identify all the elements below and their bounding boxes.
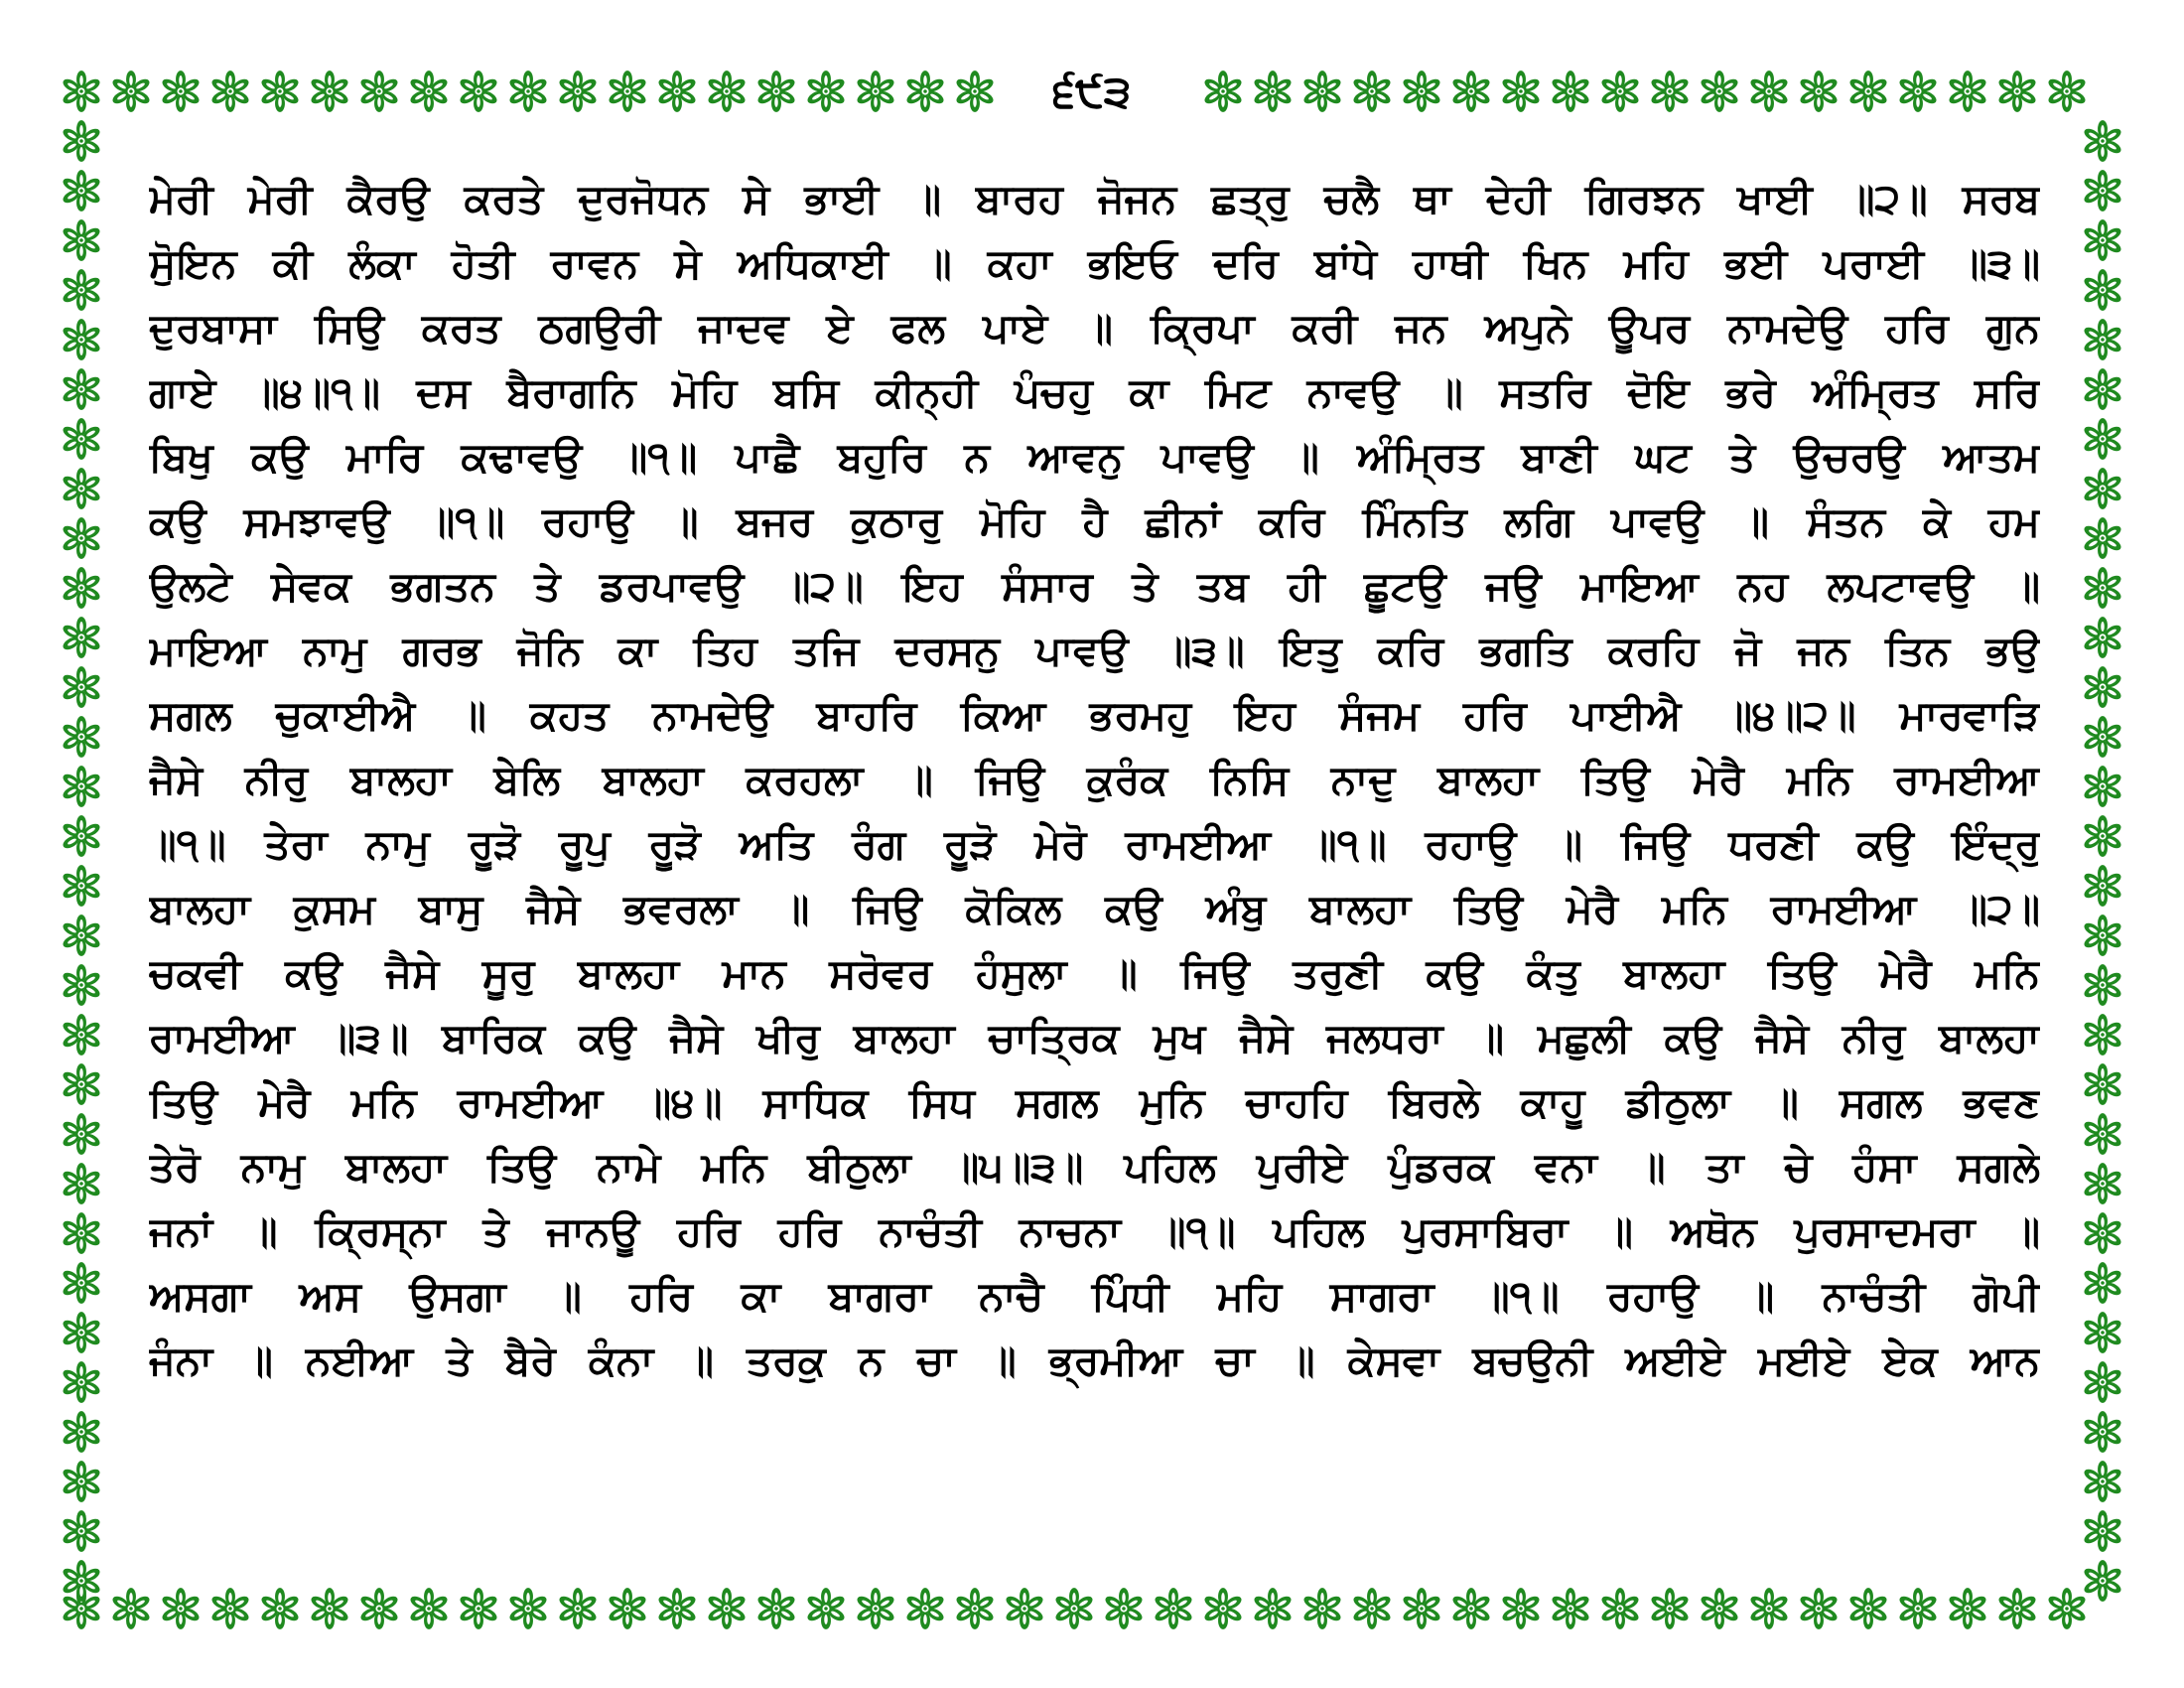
flower-icon <box>904 1588 945 1629</box>
flower-icon <box>855 70 895 112</box>
flower-icon <box>954 1588 995 1629</box>
flower-icon <box>557 1588 598 1629</box>
text-line: ਕਉ ਸਮਝਾਵਉ ॥੧॥ ਰਹਾਉ ॥ ਬਜਰ ਕੁਠਾਰੁ ਮੋਹਿ ਹੈ ਛੀਨਾਂ ਕਰਿ ਮਿੰਨਤਿ ਲਗਿ ਪਾਵਉ ॥ ਸੰਤਨ ਕੇ ਹਮ <box>149 497 2040 545</box>
flower-icon <box>904 70 945 112</box>
flower-icon <box>259 1588 300 1629</box>
text-line: ਉਲਟੇ ਸੇਵਕ ਭਗਤਨ ਤੇ ਡਰਪਾਵਉ ॥੨॥ ਇਹ ਸੰਸਾਰ ਤੇ ਤਬ ਹੀ ਛੂਟਉ ਜਉ ਮਾਇਆ ਨਹ ਲਪਟਾਵਉ ॥ <box>149 562 2040 610</box>
text-line: ਬਾਲਹਾ ਕੁਸਮ ਬਾਸੁ ਜੈਸੇ ਭਵਰਲਾ ॥ ਜਿਉ ਕੋਕਿਲ ਕਉ ਅੰਬੁ ਬਾਲਹਾ ਤਿਉ ਮੇਰੈ ਮਨਿ ਰਾਮਈਆ ॥੨॥ <box>149 885 2040 932</box>
flower-icon <box>1401 70 1441 112</box>
flower-icon <box>2082 120 2122 162</box>
text-line: ਮਾਇਆ ਨਾਮੁ ਗਰਭ ਜੋਨਿ ਕਾ ਤਿਹ ਤਜਿ ਦਰਸਨੁ ਪਾਵਉ ॥੩॥ ਇਤੁ ਕਰਿ ਭਗਤਿ ਕਰਹਿ ਜੋ ਜਨ ਤਿਨ ਭਉ <box>149 627 2040 674</box>
text-line: ਰਾਮਈਆ ॥੩॥ ਬਾਰਿਕ ਕਉ ਜੈਸੇ ਖੀਰੁ ਬਾਲਹਾ ਚਾਤ੍ਰਿਕ ਮੁਖ ਜੈਸੇ ਜਲਧਰਾ ॥ ਮਛੁਲੀ ਕਉ ਜੈਸੇ ਨੀਰੁ ਬਾਲਹਾ <box>149 1014 2040 1061</box>
flower-icon <box>2082 1063 2122 1105</box>
flower-icon <box>607 1588 647 1629</box>
flower-icon <box>2082 1014 2122 1055</box>
flower-icon <box>1996 1588 2037 1629</box>
flower-icon <box>2082 368 2122 410</box>
page-number: ੬੯੩ <box>1018 58 1166 127</box>
flower-icon <box>61 1163 101 1204</box>
flower-icon <box>61 914 101 956</box>
flower-icon <box>1351 1588 1392 1629</box>
flower-icon <box>2046 1588 2087 1629</box>
flower-icon <box>954 70 995 112</box>
flower-icon <box>2082 815 2122 857</box>
flower-icon <box>706 1588 747 1629</box>
flower-icon <box>2082 269 2122 311</box>
flower-icon <box>61 70 101 112</box>
flower-icon <box>1500 70 1541 112</box>
flower-icon <box>259 70 300 112</box>
flower-icon <box>2082 170 2122 211</box>
flower-icon <box>1500 1588 1541 1629</box>
text-line: ਸੋੁਇਨ ਕੀ ਲੰਕਾ ਹੋਤੀ ਰਾਵਨ ਸੇ ਅਧਿਕਾਈ ॥ ਕਹਾ ਭਇਓ ਦਰਿ ਬਾਂਧੇ ਹਾਥੀ ਖਿਨ ਮਹਿ ਭਈ ਪਰਾਈ ॥੩॥ <box>149 239 2040 287</box>
flower-icon <box>160 70 201 112</box>
flower-icon <box>1897 1588 1938 1629</box>
flower-icon <box>61 1361 101 1403</box>
flower-icon <box>2082 1560 2122 1602</box>
text-line: ਅਸਗਾ ਅਸ ਉਸਗਾ ॥ ਹਰਿ ਕਾ ਬਾਗਰਾ ਨਾਚੈ ਪਿੰਧੀ ਮਹਿ ਸਾਗਰਾ ॥੧॥ ਰਹਾਉ ॥ ਨਾਚੰਤੀ ਗੋਪੀ <box>149 1272 2040 1320</box>
flower-icon <box>358 1588 399 1629</box>
flower-icon <box>61 120 101 162</box>
text-line: ਜੰਨਾ ॥ ਨਈਆ ਤੇ ਬੈਰੇ ਕੰਨਾ ॥ ਤਰਕੁ ਨ ਚਾ ॥ ਭ੍ਰਮੀਆ ਚਾ ॥ ਕੇਸਵਾ ਬਚਉਨੀ ਅਈਏ ਮਈਏ ਏਕ ਆਨ <box>149 1336 2040 1384</box>
flower-icon <box>61 269 101 311</box>
flower-icon <box>61 1063 101 1105</box>
flower-icon <box>507 1588 548 1629</box>
flower-icon <box>110 1588 151 1629</box>
flower-icon <box>706 70 747 112</box>
flower-icon <box>2082 468 2122 509</box>
flower-icon <box>755 70 796 112</box>
text-line: ਦੁਰਬਾਸਾ ਸਿਉ ਕਰਤ ਠਗਉਰੀ ਜਾਦਵ ਏ ਫਲ ਪਾਏ ॥ ਕ੍ਰਿਪਾ ਕਰੀ ਜਨ ਅਪੁਨੇ ਊਪਰ ਨਾਮਦੇਉ ਹਰਿ ਗੁਨ <box>149 304 2040 352</box>
flower-icon <box>1301 70 1342 112</box>
flower-icon <box>2082 1262 2122 1304</box>
flower-icon <box>656 1588 697 1629</box>
flower-icon <box>2082 716 2122 758</box>
flower-icon <box>2082 418 2122 460</box>
flower-icon <box>61 666 101 708</box>
text-line: ਚਕਵੀ ਕਉ ਜੈਸੇ ਸੂਰੁ ਬਾਲਹਾ ਮਾਨ ਸਰੋਵਰ ਹੰਸੁਲਾ ॥ ਜਿਉ ਤਰੁਣੀ ਕਉ ਕੰਤੁ ਬਾਲਹਾ ਤਿਉ ਮੇਰੈ ਮਨਿ <box>149 949 2040 997</box>
flower-icon <box>61 170 101 211</box>
flower-icon <box>1897 70 1938 112</box>
flower-icon <box>1550 1588 1590 1629</box>
flower-icon <box>110 70 151 112</box>
flower-icon <box>61 1014 101 1055</box>
flower-icon <box>1947 1588 1987 1629</box>
flower-icon <box>309 1588 349 1629</box>
flower-icon <box>61 219 101 261</box>
flower-icon <box>1748 1588 1789 1629</box>
flower-icon <box>61 617 101 658</box>
flower-icon <box>2082 766 2122 807</box>
flower-icon <box>607 70 647 112</box>
flower-icon <box>61 815 101 857</box>
flower-icon <box>1202 70 1243 112</box>
flower-icon <box>1153 1588 1193 1629</box>
text-line: ਸਗਲ ਚੁਕਾਈਐ ॥ ਕਹਤ ਨਾਮਦੇਉ ਬਾਹਰਿ ਕਿਆ ਭਰਮਹੁ ਇਹ ਸੰਜਮ ਹਰਿ ਪਾਈਐ ॥੪॥੨॥ ਮਾਰਵਾੜਿ <box>149 691 2040 739</box>
flower-icon <box>1649 1588 1690 1629</box>
flower-icon <box>61 1510 101 1552</box>
flower-icon <box>2082 914 2122 956</box>
flower-icon <box>1450 1588 1491 1629</box>
flower-icon <box>2082 865 2122 907</box>
flower-icon <box>61 766 101 807</box>
flower-icon <box>1798 1588 1839 1629</box>
flower-icon <box>1351 70 1392 112</box>
flower-icon <box>1550 70 1590 112</box>
flower-icon <box>1947 70 1987 112</box>
text-line: ਜਨਾਂ ॥ ਕ੍ਰਿਸ੍ਨਾ ਤੇ ਜਾਨਊ ਹਰਿ ਹਰਿ ਨਾਚੰਤੀ ਨਾਚਨਾ ॥੧॥ ਪਹਿਲ ਪੁਰਸਾਬਿਰਾ ॥ ਅਥੋਨ ਪੁਰਸਾਦਮਰਾ ॥ <box>149 1207 2040 1255</box>
flower-icon <box>1599 70 1640 112</box>
flower-icon <box>1649 70 1690 112</box>
flower-icon <box>1450 70 1491 112</box>
flower-icon <box>805 70 846 112</box>
flower-icon <box>458 1588 498 1629</box>
flower-icon <box>1252 1588 1293 1629</box>
text-line: ਤੇਰੋ ਨਾਮੁ ਬਾਲਹਾ ਤਿਉ ਨਾਮੇ ਮਨਿ ਬੀਠੁਲਾ ॥੫॥੩॥ ਪਹਿਲ ਪੁਰੀਏ ਪੁੰਡਰਕ ਵਨਾ ॥ ਤਾ ਚੇ ਹੰਸਾ ਸਗਲੇ <box>149 1143 2040 1191</box>
flower-icon <box>2082 1510 2122 1552</box>
flower-icon <box>309 70 349 112</box>
text-line: ਮੇਰੀ ਮੇਰੀ ਕੈਰਉ ਕਰਤੇ ਦੁਰਜੋਧਨ ਸੇ ਭਾਈ ॥ ਬਾਰਹ ਜੋਜਨ ਛਤ੍ਰੁ ਚਲੈ ਥਾ ਦੇਹੀ ਗਿਰਝਨ ਖਾਈ ॥੨॥ ਸਰਬ <box>149 175 2040 222</box>
flower-icon <box>1996 70 2037 112</box>
flower-icon <box>755 1588 796 1629</box>
flower-icon <box>1599 1588 1640 1629</box>
flower-icon <box>805 1588 846 1629</box>
flower-icon <box>557 70 598 112</box>
flower-icon <box>855 1588 895 1629</box>
flower-icon <box>1699 70 1739 112</box>
flower-icon <box>61 1560 101 1602</box>
text-line: ਬਿਖੁ ਕਉ ਮਾਰਿ ਕਢਾਵਉ ॥੧॥ ਪਾਛੈ ਬਹੁਰਿ ਨ ਆਵਨੁ ਪਾਵਉ ॥ ਅੰਮ੍ਰਿਤ ਬਾਣੀ ਘਟ ਤੇ ਉਚਰਉ ਆਤਮ <box>149 433 2040 481</box>
flower-icon <box>1847 70 1888 112</box>
flower-icon <box>656 70 697 112</box>
flower-icon <box>458 70 498 112</box>
flower-icon <box>2046 70 2087 112</box>
flower-icon <box>2082 567 2122 609</box>
flower-icon <box>2082 1312 2122 1353</box>
flower-icon <box>408 1588 449 1629</box>
flower-icon <box>61 865 101 907</box>
flower-icon <box>1798 70 1839 112</box>
text-line: ॥੧॥ ਤੇਰਾ ਨਾਮੁ ਰੂੜੋ ਰੂਪੁ ਰੂੜੋ ਅਤਿ ਰੰਗ ਰੂੜੋ ਮੇਰੋ ਰਾਮਈਆ ॥੧॥ ਰਹਾਉ ॥ ਜਿਉ ਧਰਣੀ ਕਉ ਇੰਦ੍ਰੁ <box>149 820 2040 868</box>
text-line: ਤਿਉ ਮੇਰੈ ਮਨਿ ਰਾਮਈਆ ॥੪॥ ਸਾਧਿਕ ਸਿਧ ਸਗਲ ਮੁਨਿ ਚਾਹਹਿ ਬਿਰਲੇ ਕਾਹੂ ਡੀਠੁਲਾ ॥ ਸਗਲ ਭਵਣ <box>149 1078 2040 1126</box>
flower-icon <box>1103 1588 1144 1629</box>
flower-icon <box>1053 1588 1094 1629</box>
flower-icon <box>61 567 101 609</box>
flower-icon <box>2082 666 2122 708</box>
flower-icon <box>61 418 101 460</box>
flower-icon <box>61 1262 101 1304</box>
flower-icon <box>61 1212 101 1254</box>
flower-icon <box>2082 319 2122 360</box>
flower-icon <box>2082 1411 2122 1453</box>
scripture-text <box>149 167 2040 1522</box>
flower-icon <box>2082 964 2122 1006</box>
flower-icon <box>1847 1588 1888 1629</box>
text-line: ਜੈਸੇ ਨੀਰੁ ਬਾਲਹਾ ਬੇਲਿ ਬਾਲਹਾ ਕਰਹਲਾ ॥ ਜਿਉ ਕੁਰੰਕ ਨਿਸਿ ਨਾਦੁ ਬਾਲਹਾ ਤਿਉ ਮੇਰੈ ਮਨਿ ਰਾਮਈਆ <box>149 756 2040 803</box>
flower-icon <box>1699 1588 1739 1629</box>
flower-icon <box>2082 219 2122 261</box>
flower-icon <box>1748 70 1789 112</box>
flower-icon <box>1401 1588 1441 1629</box>
flower-icon <box>1301 1588 1342 1629</box>
flower-icon <box>61 1312 101 1353</box>
flower-icon <box>209 70 250 112</box>
text-line: ਗਾਏ ॥੪॥੧॥ ਦਸ ਬੈਰਾਗਨਿ ਮੋਹਿ ਬਸਿ ਕੀਨ੍ਹੀ ਪੰਚਹੁ ਕਾ ਮਿਟ ਨਾਵਉ ॥ ਸਤਰਿ ਦੋਇ ਭਰੇ ਅੰਮ੍ਰਿਤ ਸਰਿ <box>149 368 2040 416</box>
flower-icon <box>2082 1212 2122 1254</box>
flower-icon <box>61 517 101 559</box>
flower-icon <box>61 368 101 410</box>
flower-icon <box>61 1411 101 1453</box>
flower-icon <box>61 716 101 758</box>
flower-icon <box>408 70 449 112</box>
flower-icon <box>1252 70 1293 112</box>
flower-icon <box>2082 1113 2122 1155</box>
flower-icon <box>160 1588 201 1629</box>
flower-icon <box>1004 1588 1044 1629</box>
flower-icon <box>2082 1163 2122 1204</box>
flower-icon <box>507 70 548 112</box>
flower-icon <box>61 1113 101 1155</box>
flower-icon <box>358 70 399 112</box>
flower-icon <box>2082 1461 2122 1502</box>
flower-icon <box>61 1461 101 1502</box>
flower-icon <box>1202 1588 1243 1629</box>
flower-icon <box>61 319 101 360</box>
flower-icon <box>2082 1361 2122 1403</box>
flower-icon <box>2082 617 2122 658</box>
flower-icon <box>61 964 101 1006</box>
flower-icon <box>2082 517 2122 559</box>
flower-icon <box>61 468 101 509</box>
flower-icon <box>209 1588 250 1629</box>
